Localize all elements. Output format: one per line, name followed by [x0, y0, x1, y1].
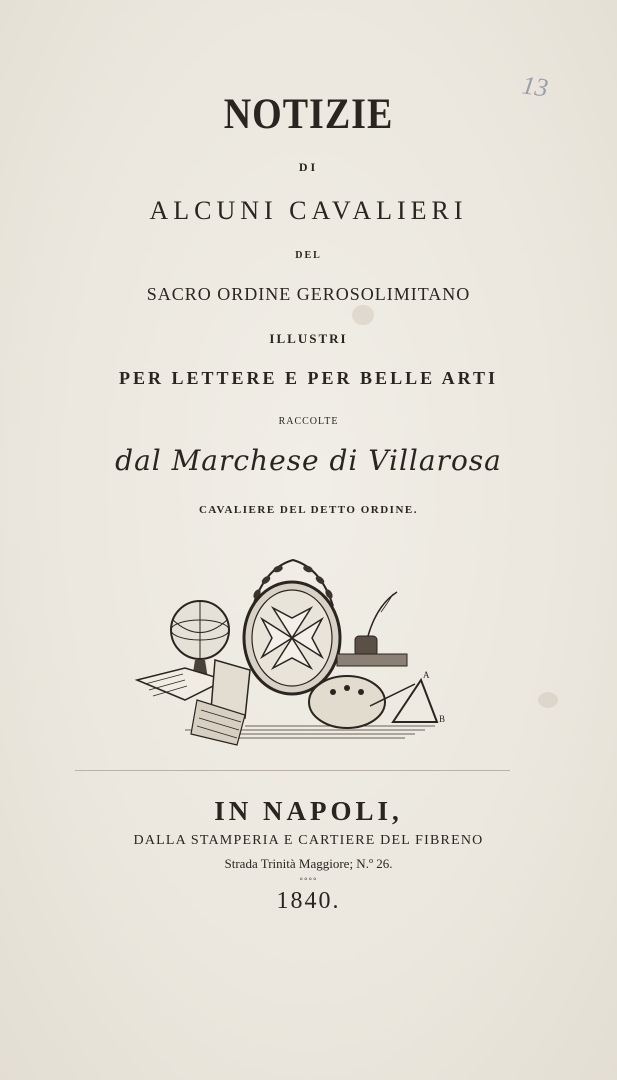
- maltese-cross-shield-icon: [244, 582, 340, 694]
- inkwell-quill-icon: [337, 592, 407, 666]
- connector-del: DEL: [295, 250, 322, 261]
- foxing-stain: [352, 305, 374, 325]
- engraved-vignette: [125, 550, 455, 760]
- plate-mark-line: [75, 770, 510, 771]
- book-title: NOTIZIE: [223, 89, 394, 139]
- ornament-line: ◦◦◦◦: [299, 874, 318, 885]
- illustri-line: ILLUSTRI: [269, 331, 348, 346]
- year-line: 1840.: [276, 888, 341, 914]
- painter-palette-icon: [309, 676, 415, 728]
- vignette-letter-a: A: [423, 670, 430, 680]
- printer-line: DALLA STAMPERIA E CARTIERE DEL FIBRENO: [133, 833, 484, 848]
- place-line: IN NAPOLI,: [214, 796, 403, 826]
- connector-di: DI: [298, 160, 319, 174]
- handwritten-mark: 13: [520, 70, 550, 103]
- address-line: Strada Trinità Maggiore; N.º 26.: [224, 856, 393, 871]
- foxing-stain: [538, 692, 558, 708]
- author-title-line: CAVALIERE DEL DETTO ORDINE.: [198, 504, 418, 516]
- set-square-icon: [393, 670, 445, 724]
- vignette-letter-b: B: [439, 714, 446, 724]
- subject-line: ALCUNI CAVALIERI: [149, 196, 468, 225]
- raccolte-line: RACCOLTE: [278, 416, 339, 427]
- order-line: SACRO ORDINE GEROSOLIMITANO: [146, 284, 471, 304]
- books-icon: [137, 660, 250, 745]
- fields-line: PER LETTERE E PER BELLE ARTI: [119, 368, 498, 388]
- author-line: dal Marchese di Villarosa: [115, 444, 502, 477]
